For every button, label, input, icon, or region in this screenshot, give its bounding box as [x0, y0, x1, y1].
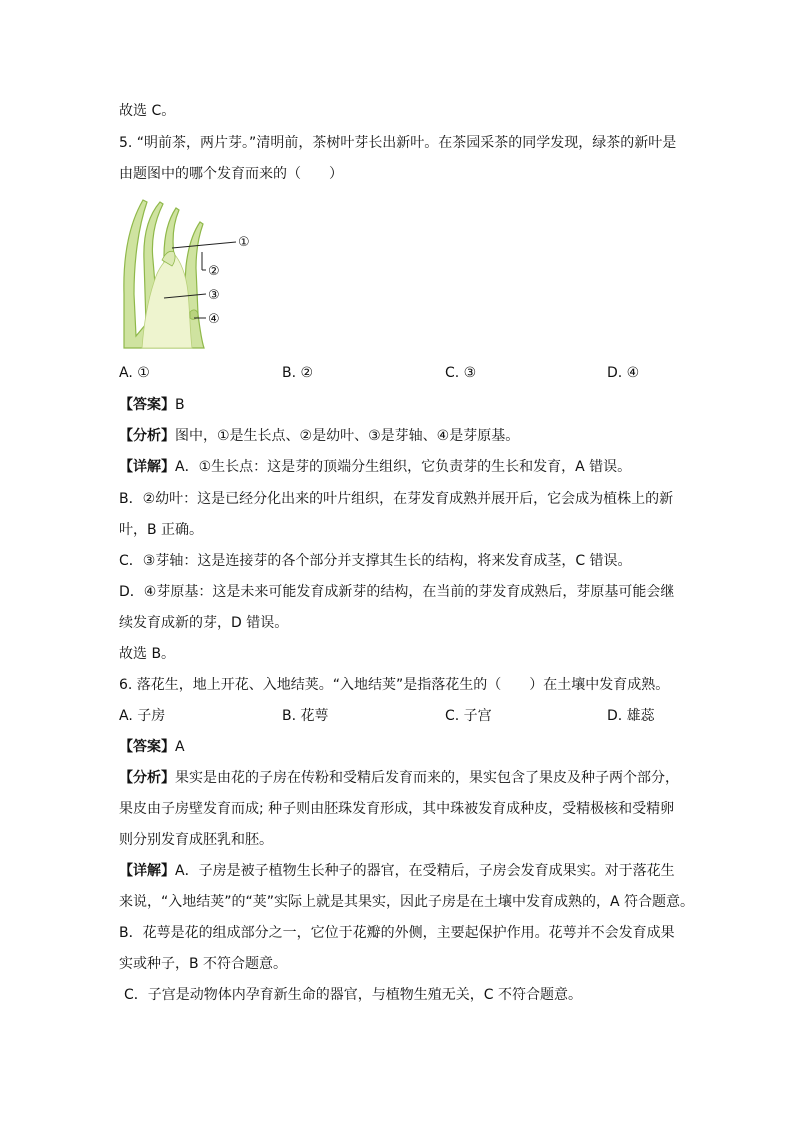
answer-value: A: [175, 739, 185, 755]
q6-detail-a-line1: [119, 861, 675, 881]
label-3: ③: [208, 288, 220, 303]
question-5-text-line1: 5. “明前茶，两片芽。”清明前，茶树叶芽长出新叶。在茶园采茶的同学发现，绿茶的新叶是: [119, 135, 677, 151]
detail-tag: 【详解】: [119, 863, 175, 879]
detail-tag: 【详解】: [119, 459, 175, 475]
question-5-text-line2: 由题图中的哪个发育而来的（ ）: [119, 166, 343, 182]
q6-analysis-line3: 则分别发育成胚乳和胚。: [119, 832, 273, 848]
q6-analysis-line1: [119, 768, 679, 788]
q5-answer: [119, 395, 185, 415]
leader-line-1: [172, 242, 236, 248]
q5-detail-b-line1: B．②幼叶：这是已经分化出来的叶片组织，在芽发育成熟并展开后，它会成为植株上的新: [119, 491, 674, 507]
analysis-tag: 【分析】: [119, 770, 175, 786]
q5-option-d: D. ④: [607, 365, 640, 381]
analysis-tag: 【分析】: [119, 428, 175, 444]
label-2: ②: [208, 264, 220, 279]
detail-text: A．子房是被子植物生长种子的器官，在受精后，子房会发育成果实。对于落花生: [175, 863, 675, 879]
detail-text: A．①生长点：这是芽的顶端分生组织，它负责芽的生长和发育，A 错误。: [175, 459, 632, 475]
answer-value: B: [175, 397, 185, 413]
question-6-text: 6. 落花生，地上开花、入地结荚。“入地结荚”是指落花生的（ ）在土壤中发育成熟。: [119, 677, 670, 693]
q5-detail-c: C．③芽轴：这是连接芽的各个部分并支撑其生长的结构，将来发育成茎，C 错误。: [119, 553, 632, 569]
q6-option-d: D. 雄蕊: [607, 708, 655, 724]
q5-option-a: A. ①: [119, 365, 150, 381]
q6-detail-b-line1: B．花萼是花的组成部分之一，它位于花瓣的外侧，主要起保护作用。花萼并不会发育成果: [119, 925, 675, 941]
q6-detail-a-line2: 来说，“入地结荚”的“荚”实际上就是其果实，因此子房是在土壤中发育成熟的，A 符合题意。: [119, 894, 695, 910]
analysis-text: 果实是由花的子房在传粉和受精后发育而来的，果实包含了果皮及种子两个部分，: [175, 770, 679, 786]
label-4: ④: [208, 312, 220, 327]
q5-analysis: [119, 426, 519, 446]
answer-tag: 【答案】: [119, 397, 175, 413]
q5-option-b: B. ②: [282, 365, 314, 381]
q5-detail-a: [119, 457, 631, 477]
q6-detail-b-line2: 实或种子，B 不符合题意。: [119, 956, 288, 972]
q5-conclusion: 故选 B。: [119, 646, 176, 662]
question-6-options: [0, 706, 794, 726]
q5-detail-d-line1: D．④芽原基：这是未来可能发育成新芽的结构，在当前的芽发育成熟后，芽原基可能会继: [119, 584, 675, 600]
q6-option-c: C. 子宫: [445, 708, 492, 724]
prev-answer-conclusion: 故选 C。: [119, 103, 176, 119]
q6-detail-c: C．子宫是动物体内孕育新生命的器官，与植物生殖无关，C 不符合题意。: [124, 987, 582, 1003]
analysis-text: 图中，①是生长点、②是幼叶、③是芽轴、④是芽原基。: [175, 428, 520, 444]
q5-detail-d-line2: 续发育成新的芽，D 错误。: [119, 615, 289, 631]
label-1: ①: [238, 235, 250, 250]
q5-option-c: C. ③: [445, 365, 477, 381]
q6-analysis-line2: 果皮由子房壁发育而成; 种子则由胚珠发育形成，其中珠被发育成种皮，受精极核和受精卵: [119, 801, 675, 817]
question-5-options: [0, 363, 794, 383]
q6-option-a: A. 子房: [119, 708, 166, 724]
bud-diagram: [118, 196, 268, 350]
answer-tag: 【答案】: [119, 739, 175, 755]
q5-detail-b-line2: 叶，B 正确。: [119, 522, 204, 538]
q6-answer: [119, 737, 185, 757]
q6-option-b: B. 花萼: [282, 708, 329, 724]
